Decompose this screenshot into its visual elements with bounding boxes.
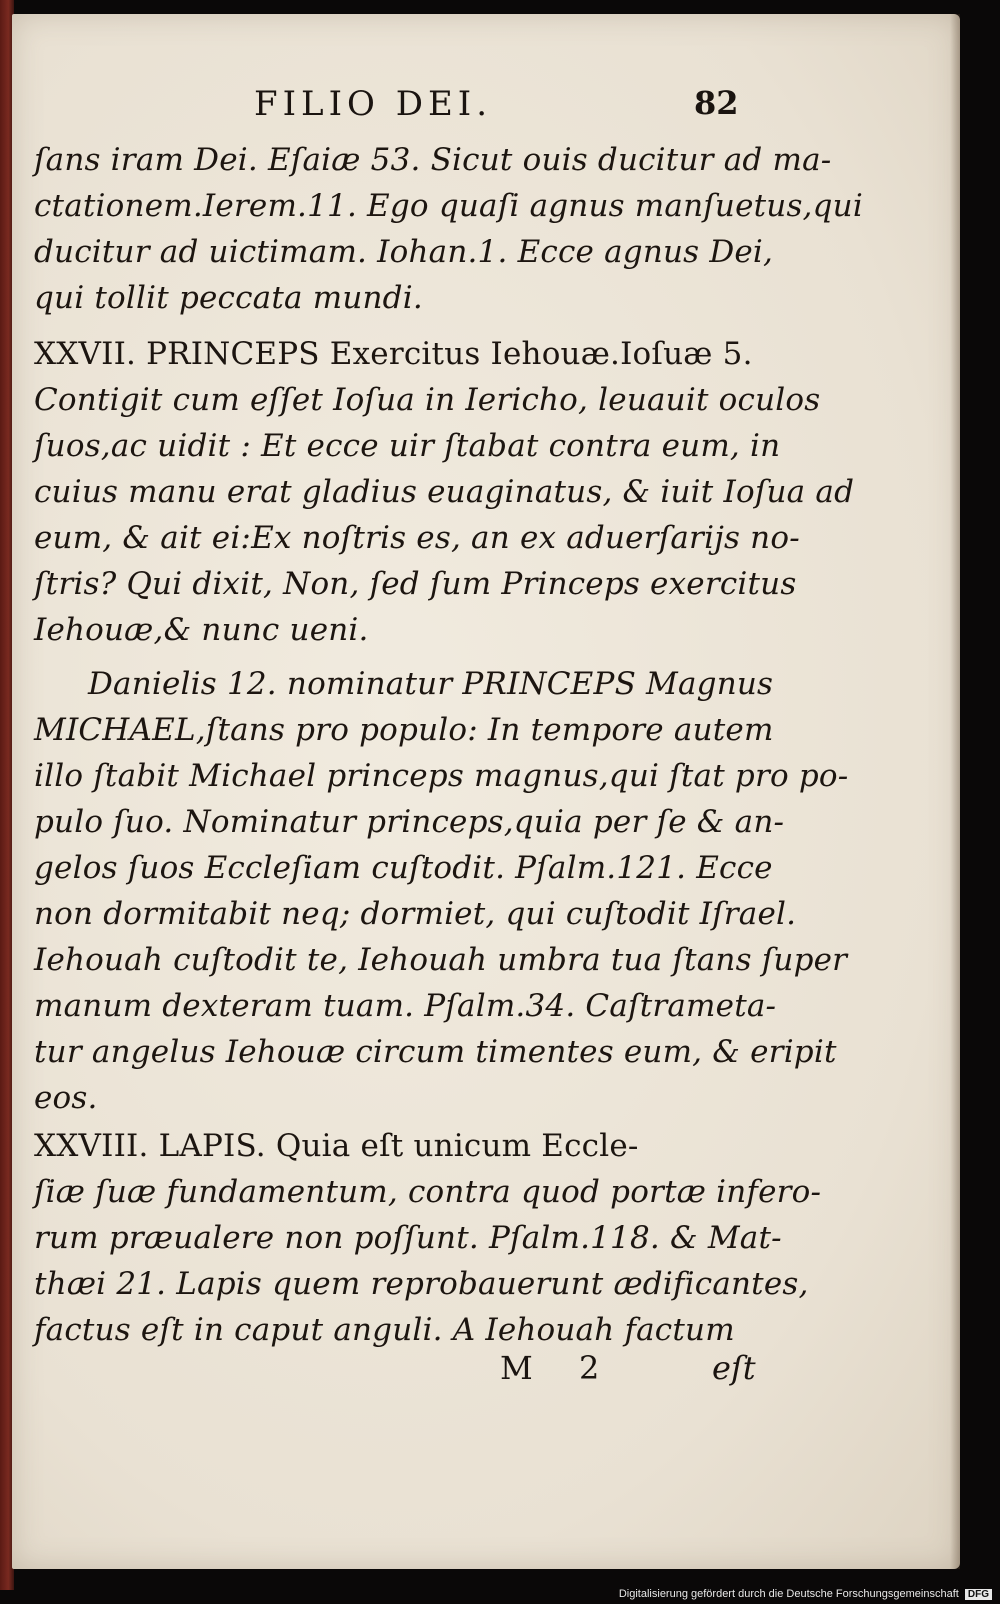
text-line: qui tollit peccata mundi. [34,280,423,316]
text-line: ſuos,ac uidit : Et ecce uir ſtabat contra eum, in [34,428,781,464]
book-page [12,14,960,1569]
running-title: FILIO DEI. [254,84,493,124]
text-line: eum, & ait ei:Ex noſtris es, an ex aduerſarijs no- [34,520,800,556]
text-line: rum præualere non poſſunt. Pſalm.118. & Mat- [34,1220,782,1256]
catchword: eſt [712,1349,756,1387]
text-line: Iehouæ,& nunc ueni. [34,612,369,648]
section-heading-xxviii: XXVIII. LAPIS. Quia eſt unicum Eccle- [34,1128,639,1164]
text-line: non dormitabit neq; dormiet, qui cuſtodit Iſrael. [34,896,797,932]
page-header [12,84,960,124]
text-line: ſiæ ſuæ fundamentum, contra quod portæ infero- [34,1174,822,1210]
page-number: 82 [694,84,739,122]
text-line: thæi 21. Lapis quem reprobauerunt ædificantes, [34,1266,809,1302]
text-line: ſtris? Qui dixit, Non, ſed ſum Princeps exercitus [34,566,797,602]
text-line: illo ſtabit Michael princeps magnus,qui ſtat pro po- [34,758,849,794]
text-line: ducitur ad uictimam. Iohan.1. Ecce agnus Dei, [34,234,774,270]
text-line: tur angelus Iehouæ circum timentes eum, & eripit [34,1034,837,1070]
text-line: cuius manu erat gladius euaginatus, & iuit Ioſua ad [34,474,855,510]
text-line: ctationem.Ierem.11. Ego quaſi agnus manſuetus,qui [34,188,863,224]
credit-text: Digitalisierung gefördert durch die Deutsche Forschungsgemeinschaft [618,1588,959,1600]
text-line: Iehouah cuſtodit te, Iehouah umbra tua ſtans ſuper [34,942,848,978]
dfg-logo: DFG [965,1589,992,1600]
page-edge-shadow [950,14,960,1569]
text-line: eos. [34,1080,98,1116]
text-line: gelos ſuos Eccleſiam cuſtodit. Pſalm.121. Ecce [34,850,773,886]
text-line: factus eſt in caput anguli. A Iehouah factum [34,1312,735,1348]
text-line: pulo ſuo. Nominatur princeps,quia per ſe & an- [34,804,785,840]
text-line: ſans iram Dei. Eſaiæ 53. Sicut ouis ducitur ad ma- [34,142,832,178]
text-line: manum dexteram tuam. Pſalm.34. Caſtrameta- [34,988,777,1024]
paragraph-start-line: Danielis 12. nominatur PRINCEPS Magnus [88,666,774,702]
digitization-credit [619,1588,992,1600]
signature-mark: M 2 [500,1349,618,1387]
text-line: Contigit cum eſſet Ioſua in Iericho, leuauit oculos [34,382,821,418]
section-heading-xxvii: XXVII. PRINCEPS Exercitus Iehouæ.Ioſuæ 5. [34,336,753,372]
text-line: MICHAEL,ſtans pro populo: In tempore autem [34,712,774,748]
